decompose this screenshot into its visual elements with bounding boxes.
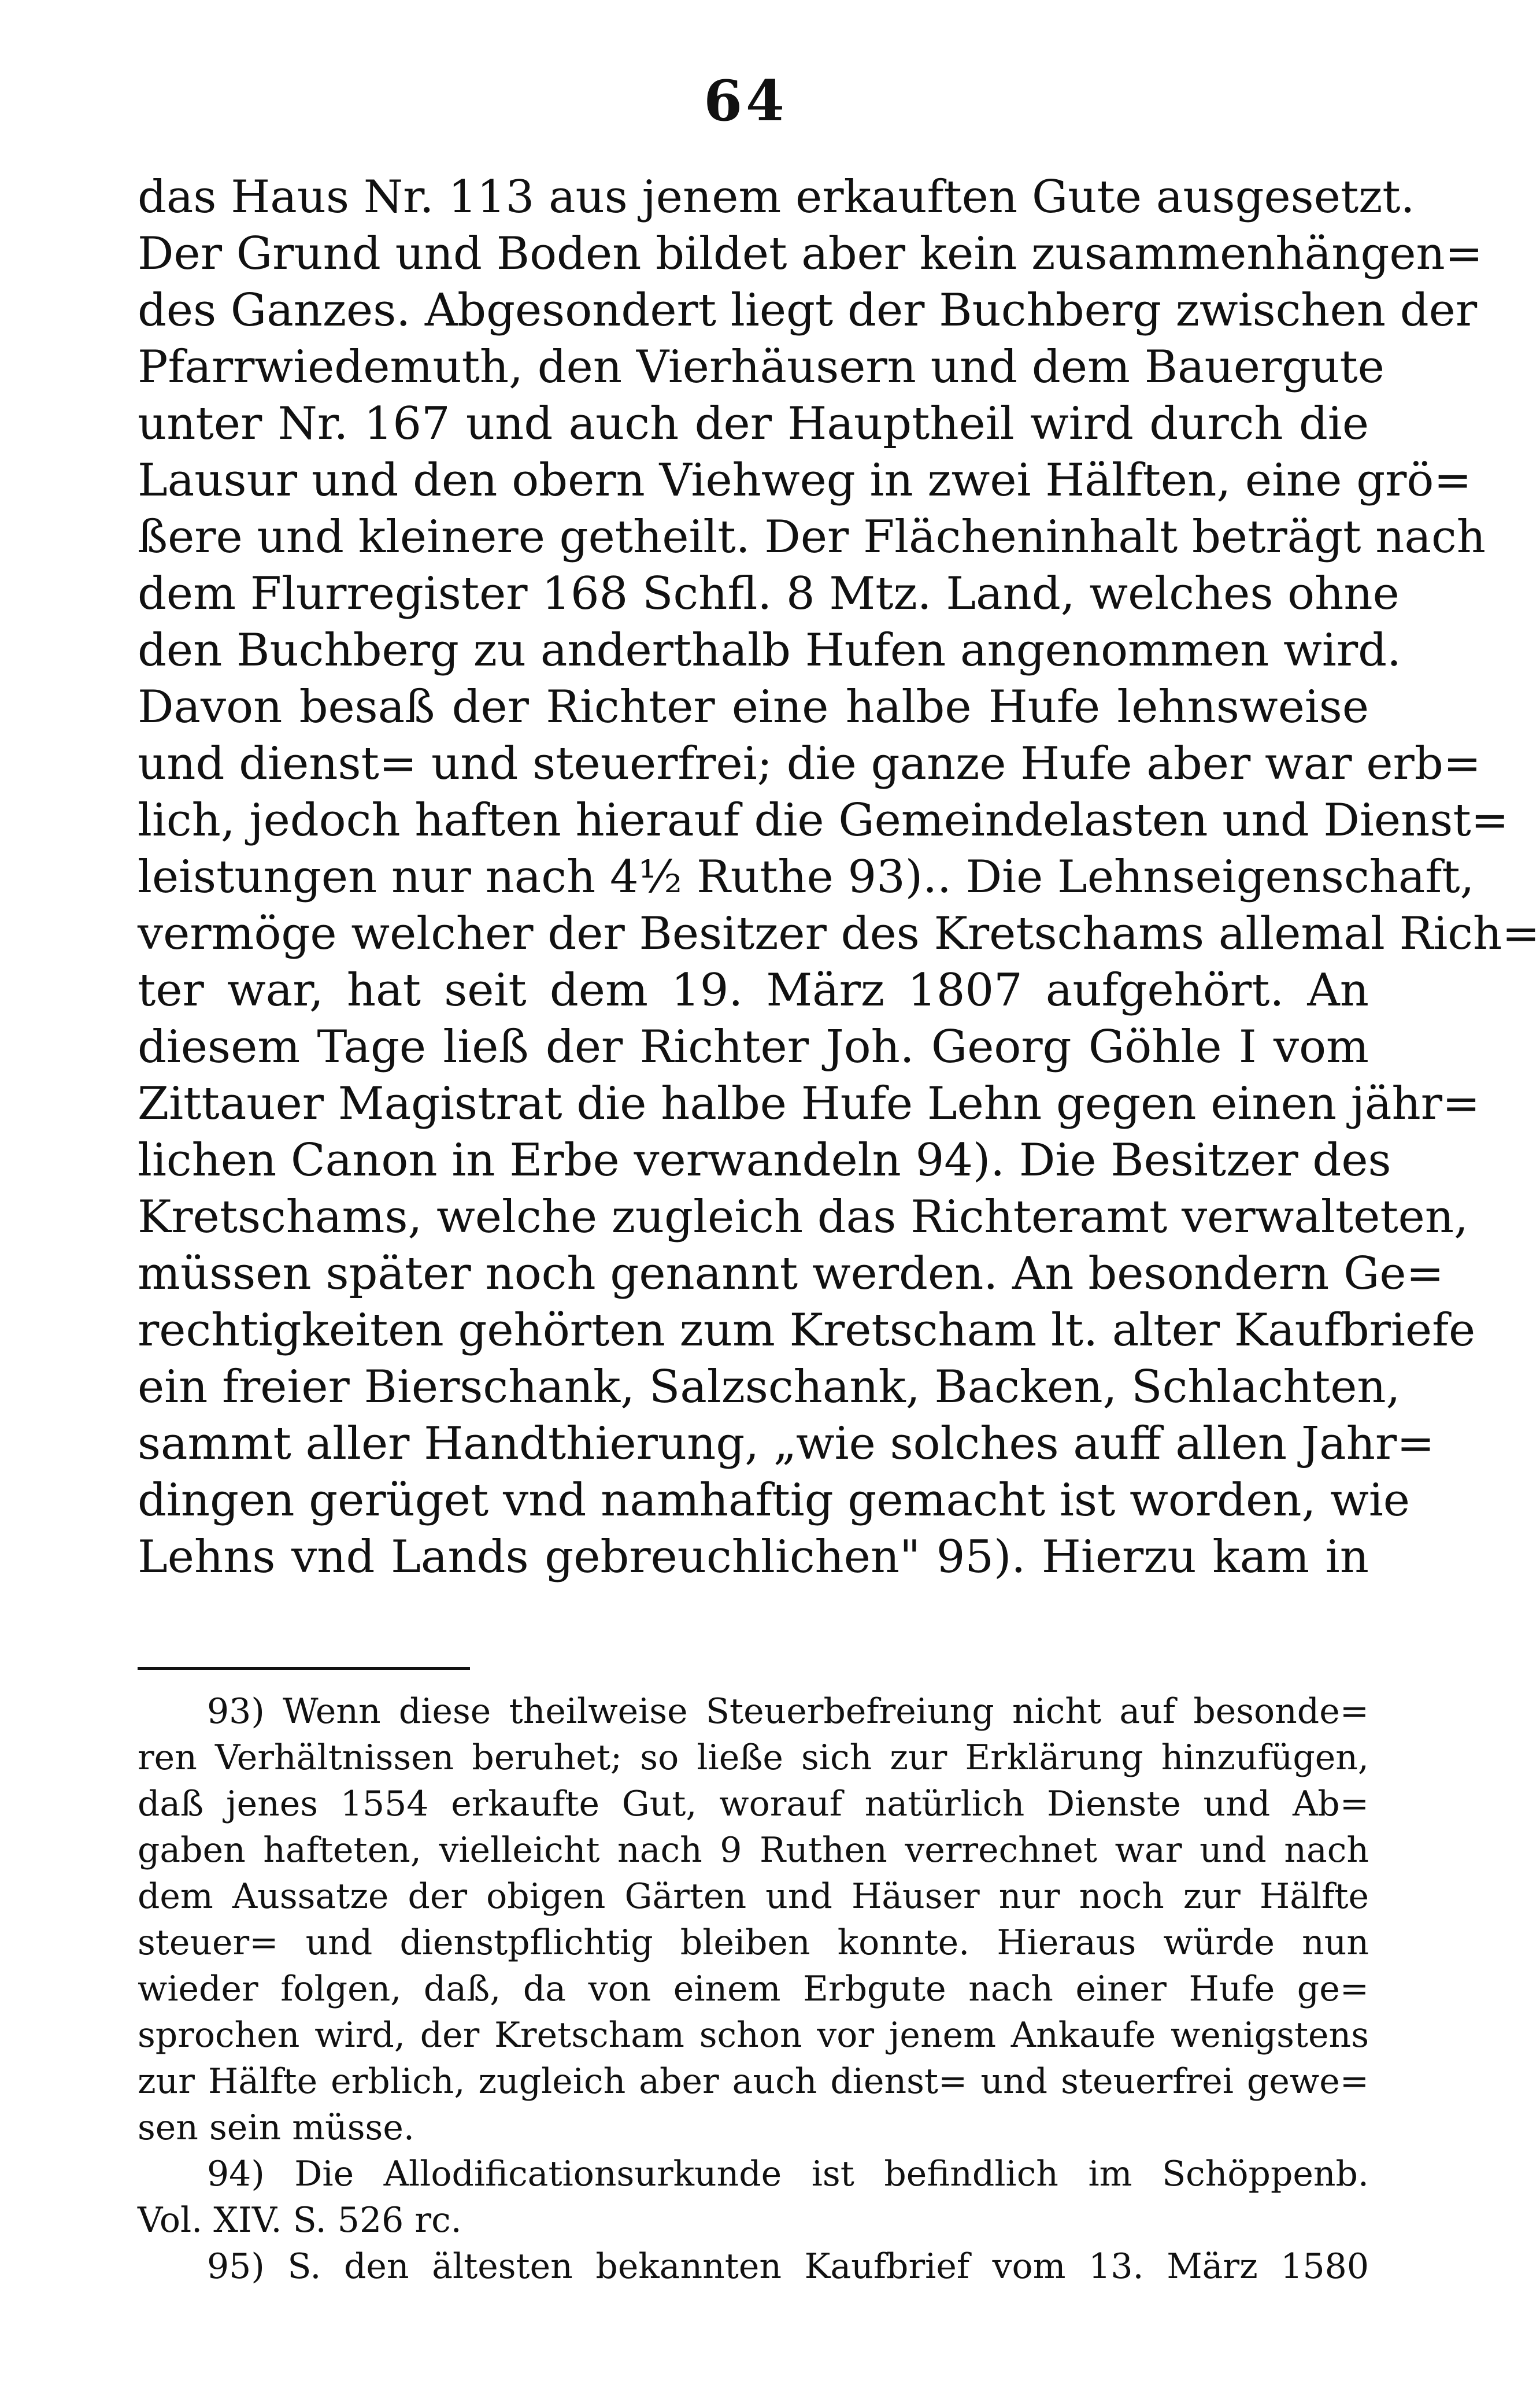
text-line: Zittauer Magistrat die halbe Hufe Lehn gegen einen jähr= (138, 1078, 1480, 1130)
text-line: lichen Canon in Erbe verwandeln 94). Die Besitzer des (138, 1134, 1391, 1186)
text-line: Kretschams, welche zugleich das Richteramt verwalteten, (138, 1191, 1468, 1243)
footnote-93-line: sen sein müsse. (138, 2107, 414, 2148)
text-line: vermöge welcher der Besitzer des Kretschams allemal Rich= (138, 908, 1540, 960)
footnote-95-line: 95) S. den ältesten bekannten Kaufbrief vom 13. März 1580 (207, 2246, 1369, 2287)
text-line: rechtigkeiten gehörten zum Kretscham lt. alter Kaufbriefe (138, 1304, 1476, 1356)
text-line: Der Grund und Boden bildet aber kein zusammenhängen= (138, 228, 1483, 280)
text-line: sammt aller Handthierung, „wie solches auff allen Jahr= (138, 1418, 1435, 1470)
footnote-93-line: zur Hälfte erblich, zugleich aber auch dienst= und steuerfrei gewe= (138, 2061, 1369, 2102)
footnote-93-line: sprochen wird, der Kretscham schon vor jenem Ankaufe wenigstens (138, 2015, 1369, 2055)
footnotes (138, 1688, 1369, 2290)
text-line: leistungen nur nach 4½ Ruthe 93).. Die Lehnseigenschaft, (138, 851, 1475, 903)
footnote-94-line: 94) Die Allodificationsurkunde ist befindlich im Schöppenb. (207, 2154, 1369, 2194)
main-text (138, 169, 1540, 1585)
text-line: dingen gerüget vnd namhaftig gemacht ist worden, wie (138, 1474, 1410, 1526)
text-line: und dienst= und steuerfrei; die ganze Hufe aber war erb= (138, 738, 1482, 790)
text-line: ein freier Bierschank, Salzschank, Backen, Schlachten, (138, 1361, 1401, 1413)
text-line: den Buchberg zu anderthalb Hufen angenommen wird. (138, 624, 1401, 676)
footnote-93-line: daß jenes 1554 erkaufte Gut, worauf natürlich Dienste und Ab= (138, 1784, 1369, 1824)
footnote-93-line: wieder folgen, daß, da von einem Erbgute nach einer Hufe ge= (138, 1969, 1369, 2009)
footnote-93-line: dem Aussatze der obigen Gärten und Häuser nur noch zur Hälfte (138, 1876, 1369, 1917)
text-line: Lehns vnd Lands gebreuchlichen" 95). Hierzu kam in (138, 1531, 1369, 1583)
text-line: diesem Tage ließ der Richter Joh. Georg Göhle I vom (138, 1021, 1369, 1073)
footnote-divider (138, 1667, 470, 1670)
text-line: das Haus Nr. 113 aus jenem erkauften Gute ausgesetzt. (138, 171, 1415, 223)
text-line: des Ganzes. Abgesondert liegt der Buchberg zwischen der (138, 284, 1478, 337)
text-line: lich, jedoch haften hierauf die Gemeindelasten und Dienst= (138, 794, 1509, 846)
footnote-93-line: gaben hafteten, vielleicht nach 9 Ruthen verrechnet war und nach (138, 1830, 1369, 1870)
text-line: Davon besaß der Richter eine halbe Hufe lehnsweise (138, 681, 1369, 733)
page-number: 64 (704, 68, 788, 134)
text-line: Lausur und den obern Viehweg in zwei Hälften, eine grö= (138, 454, 1472, 506)
text-line: unter Nr. 167 und auch der Hauptheil wird durch die (138, 398, 1369, 450)
text-line: ter war, hat seit dem 19. März 1807 aufgehört. An (138, 964, 1369, 1016)
text-line: müssen später noch genannt werden. An besondern Ge= (138, 1248, 1444, 1300)
footnote-93-line: ren Verhältnissen beruhet; so ließe sich zur Erklärung hinzufügen, (138, 1737, 1369, 1778)
text-line: ßere und kleinere getheilt. Der Flächeninhalt beträgt nach (138, 511, 1486, 563)
text-line: Pfarrwiedemuth, den Vierhäusern und dem Bauergute (138, 341, 1384, 393)
footnote-93-line: 93) Wenn diese theilweise Steuerbefreiung nicht auf besonde= (207, 1691, 1369, 1732)
footnote-93-line: steuer= und dienstpflichtig bleiben konnte. Hieraus würde nun (138, 1922, 1369, 1963)
footnote-94-line: Vol. XIV. S. 526 rc. (138, 2200, 462, 2240)
text-line: dem Flurregister 168 Schfl. 8 Mtz. Land, welches ohne (138, 568, 1400, 620)
